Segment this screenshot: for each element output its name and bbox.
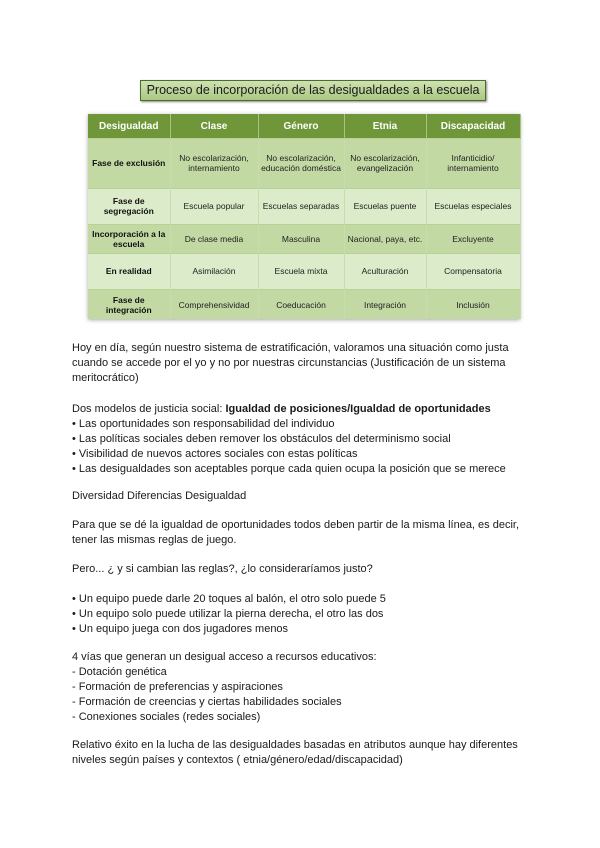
table-cell: Comprehensividad [170,290,258,320]
table-row [88,290,520,320]
table-cell: Nacional, paya, etc. [344,224,426,253]
list-item: - Formación de preferencias y aspiraciones [72,681,283,693]
row-label: Fase de integración [88,290,170,320]
models-bold: Igualdad de posiciones/Igualdad de oportunidades [225,403,491,415]
list-item: • Visibilidad de nuevos actores sociales con estas políticas [72,448,358,460]
table-cell: Compensatoria [426,253,520,289]
table-cell: Infanticidio/ internamiento [426,139,520,189]
table-cell: Escuela popular [170,188,258,224]
table-cell: No escolarización, educación doméstica [258,139,344,189]
list-item: • Las desigualdades son aceptables porque cada quien ocupa la posición que se merece [72,463,506,475]
table-cell: Asimilación [170,253,258,289]
diversity-line [72,489,542,504]
table-cell: No escolarización, internamiento [170,139,258,189]
table-cell: Excluyente [426,224,520,253]
table-cell: Escuelas especiales [426,188,520,224]
list-item: - Dotación genética [72,666,167,678]
table-cell: Aculturación [344,253,426,289]
table-cell: No escolarización, evangelización [344,139,426,189]
table-cell: Coeducación [258,290,344,320]
ways-section [72,650,542,725]
table-cell: Escuela mixta [258,253,344,289]
list-item: • Las oportunidades son responsabilidad del individuo [72,418,335,430]
list-item: • Las políticas sociales deben remover los obstáculos del determinismo social [72,433,451,445]
table-cell: Integración [344,290,426,320]
meritocracy-text: Hoy en día, según nuestro sistema de estratificación, valoramos una situación como justa cuando se accede por el yo y no por nuestras circunstancias (Justificación de un sistema meritocrático) [72,342,509,384]
conclusion-text: Relativo éxito en la lucha de las desigualdades basadas en atributos aunque hay diferentes niveles según países y contextos ( etnia/género/edad/discapacidad) [72,739,518,766]
justice-models-heading [72,402,542,417]
question-text: Pero... ¿ y si cambian las reglas?, ¿lo consideraríamos justo? [72,563,373,575]
list-item: • Un equipo juega con dos jugadores menos [72,623,289,635]
list-item: - Conexiones sociales (redes sociales) [72,711,261,723]
models-prefix: Dos modelos de justicia social: [72,403,226,415]
header-etnia: Etnia [344,114,426,139]
header-clase: Clase [170,114,258,139]
question-line [72,562,542,577]
list-item: - Formación de creencias y ciertas habilidades sociales [72,696,342,708]
table-cell: Escuelas separadas [258,188,344,224]
ways-heading: 4 vías que generan un desigual acceso a recursos educativos: [72,651,377,663]
conclusion-paragraph [72,738,542,768]
row-label: Fase de exclusión [88,139,170,189]
table-row [88,253,520,289]
list-item: • Un equipo solo puede utilizar la pierna derecha, el otro las dos [72,608,384,620]
header-discapacidad: Discapacidad [426,114,520,139]
diversity-text: Diversidad Diferencias Desigualdad [72,490,247,502]
table-cell: Masculina [258,224,344,253]
table-row [88,139,520,189]
table-title: Proceso de incorporación de las desigualdades a la escuela [140,80,486,101]
header-genero: Género [258,114,344,139]
justice-models-section [72,402,542,477]
list-item: • Un equipo puede darle 20 toques al balón, el otro solo puede 5 [72,593,386,605]
examples-list [72,592,542,637]
intro-paragraph [72,341,542,386]
table-row [88,224,520,253]
table-cell: Inclusión [426,290,520,320]
row-label: Incorporación a la escuela [88,224,170,253]
table-cell: De clase media [170,224,258,253]
table-row [88,188,520,224]
row-label: En realidad [88,253,170,289]
inequality-table [88,114,520,319]
header-desigualdad: Desigualdad [88,114,170,139]
equality-paragraph [72,518,542,548]
table-cell: Escuelas puente [344,188,426,224]
equality-text: Para que se dé la igualdad de oportunidades todos deben partir de la misma línea, es decir, tener las mismas reglas de juego. [72,519,520,546]
table-header-row [88,114,520,139]
row-label: Fase de segregación [88,188,170,224]
